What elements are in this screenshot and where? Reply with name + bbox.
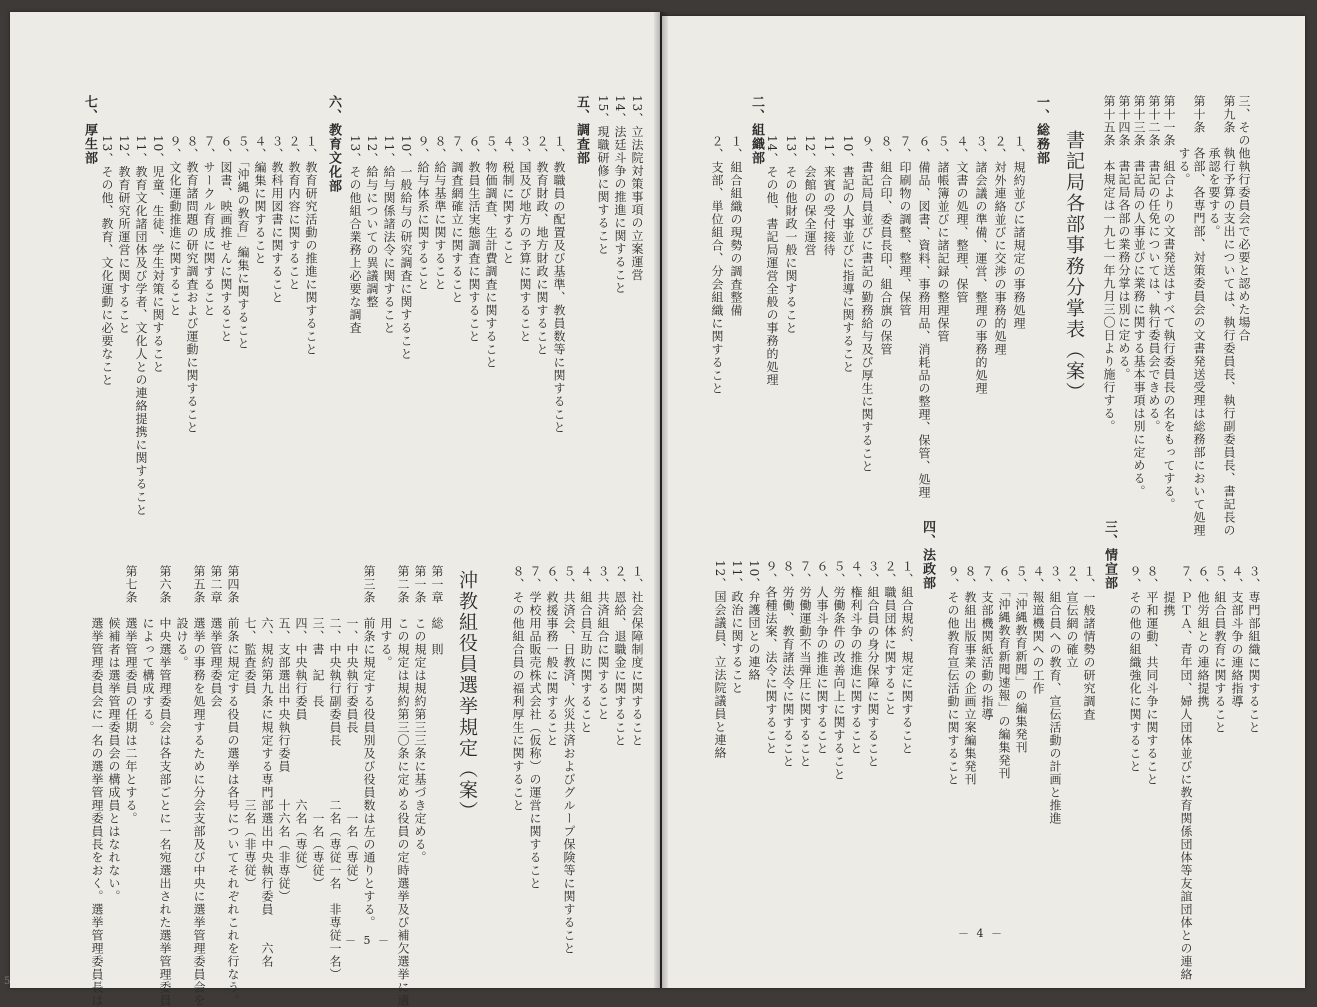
section-heading: 三、情宣部 (1102, 520, 1117, 590)
list-item: ９、各種法案、法令に関すること (764, 560, 778, 755)
list-item: ７、調査網確立に関すること (450, 135, 464, 304)
article-line: 第三条 前条に規定する役員別及び役員数は左の通りとする。 (362, 565, 376, 929)
list-item: ２、教育財政、地方財政に関すること (535, 135, 549, 356)
list-item: 12、教育研究所運営に関すること (117, 135, 131, 335)
list-item: ６、他労組との連絡提携 (1196, 565, 1210, 708)
list-item: 11、政治に関すること (730, 560, 744, 695)
list-item: ５、労働条件の改善向上に関すること (832, 560, 846, 781)
list-item: ８、給与基準に関すること (433, 135, 447, 291)
list-item: ９、その他教育宣伝活動に関すること (946, 565, 960, 786)
list-item: １、社会保障制度に関すること (630, 565, 644, 747)
list-item: ２、対外連絡並びに交渉の事務的処理 (993, 135, 1007, 356)
article-line: 三、その他執行委員会で必要と認めた場合 (1237, 95, 1251, 342)
list-item: １、一般諸情勢の研究調査 (1082, 565, 1096, 721)
list-item: 13、その他、教育、文化運動に必要なこと (100, 135, 114, 387)
list-item: ４、支部斗争の連絡指導 (1230, 565, 1244, 708)
list-item: ８、その他組合員の福利厚生に関すること (511, 565, 525, 812)
page-number-right: － 4 － (958, 927, 1004, 940)
list-item: ３、諸会議の準備、運営、整理の事務的処理 (974, 135, 988, 395)
article-line: 第二条 この規定は規約第三〇条に定める役員の定時選挙及び補欠選挙に適 (396, 565, 410, 1007)
list-item: ２、支部、単位組合、分会組織に関すること (710, 135, 724, 395)
list-item: １、規約並びに諸規定の事務処理 (1012, 135, 1026, 330)
list-item: ８、労働、教育諸法令に関すること (781, 560, 795, 768)
page-number-left: － 5 － (345, 934, 391, 947)
list-item: ７、印刷物の調整、整理、保管 (898, 135, 912, 317)
list-item: 11、教育文化諸団体及び学者、文化人との連絡提携に関すること (134, 135, 148, 517)
list-item: 10、弁護団との連絡 (747, 560, 761, 682)
article-line: 設ける。 (175, 565, 189, 669)
list-item: ６、図書、映画推せんに関すること (219, 135, 233, 343)
list-item: １、組合組織の現勢の調査整備 (729, 135, 743, 317)
list-item: ５、「沖縄の教育」編集に関すること (236, 135, 250, 350)
list-item: ４、編集に関すること (253, 135, 267, 265)
article-line: 四、中央執行委員 六名（専従） (294, 565, 308, 877)
list-item: ４、組合員互助に関すること (579, 565, 593, 734)
list-item: ８、教育諸問題の研究調査および運動に関すること (185, 135, 199, 434)
list-item: 10、書記の人事並びに指導に関すること (841, 135, 855, 374)
article-line: 第十三条 書記局の人事並びに業務に関する基本事項は別に定める。 (1132, 95, 1146, 498)
list-item: １、組合規約、規定に関すること (900, 560, 914, 755)
list-item: 12、会館の保全運営 (803, 135, 817, 257)
list-item: 14、その他、書記局運営全般の事務的処理 (765, 135, 779, 387)
section-heading: 二、組織部 (749, 95, 764, 165)
article-line: 六、規約第九条に規定する専門部選出中央執行委員 六名 (260, 565, 274, 968)
list-item: ５、共済会、日教済、火災共済およびグループ保険等に関すること (562, 565, 576, 955)
list-item: 15、現職研修に関すること (596, 95, 610, 256)
list-item: ４、文書の処理、整理、保管 (955, 135, 969, 304)
list-item: ３、組合員の身分保障に関すること (866, 560, 880, 768)
section-heading: 五、調査部 (574, 95, 589, 165)
article-line: 第十二条 書記の任免については、執行委員会できめる。 (1147, 95, 1161, 433)
article-line: 第四条 前条に規定する役員の選挙は各号についてそれぞれこれを行なう。 (226, 565, 240, 1007)
article-line: 第十四条 書記局各部の業務分掌は別に定める。 (1117, 95, 1131, 381)
list-item: ５、物価調査、生計費調査に関すること (484, 135, 498, 369)
list-item: ３、組合員への教育、宣伝活動の計画と推進 (1048, 565, 1062, 825)
list-item: ７、労働運動不当弾圧に関すること (798, 560, 812, 768)
article-line: 第六条 中央選挙管理委員会は各支部ごとに一名宛選出された選挙管理委員 (158, 565, 172, 1007)
list-item: 12、国会議員、立法院議員と連絡 (713, 560, 727, 760)
list-item: ４、報道機関への工作 (1031, 565, 1045, 695)
list-item: ６、救援事務一般に関すること (545, 565, 559, 747)
list-item: ８、教組出版事業の企画立案編集発刊 (963, 565, 977, 786)
section-heading: 七、厚生部 (82, 95, 97, 165)
list-item: ６、「沖縄教育新聞速報」の編集発刊 (997, 565, 1011, 780)
article-line: によって構成する。 (141, 565, 155, 734)
list-item: ６、人事斗争の推進に関すること (815, 560, 829, 755)
article-line: 第一章 総 則 (430, 565, 444, 656)
list-item: ２、職員団体に関すること (883, 560, 897, 716)
article-line: 第一条 この規定は規約第三三条に基づき定める。 (413, 565, 427, 864)
list-item: 13、立法院対策事項の立案運営 (630, 95, 644, 282)
section-heading: 六、教育文化部 (326, 95, 341, 193)
list-item: 13、その他財政一般に関すること (784, 135, 798, 335)
list-item: ４、税制に関すること (501, 135, 515, 265)
list-item: ９、その他の組織強化に関すること (1128, 565, 1142, 773)
article-line: 第五条 選挙の事務を処理するために分会支部及び中央に選挙管理委員会を (192, 565, 206, 1007)
list-item: ２、宣伝網の確立 (1065, 565, 1079, 669)
corner-mark: 5 (4, 976, 11, 987)
article-line: 第二章 選挙管理委員会 (209, 565, 223, 708)
list-item: ６、教員生活実態調査に関すること (467, 135, 481, 343)
list-item: ９、給与体系に関すること (416, 135, 430, 291)
section-heading: 一、総務部 (1034, 95, 1049, 165)
list-item: ８、平和運動、共同斗争に関すること (1145, 565, 1159, 786)
article-line: 三、書 記 長 一名（専従） (311, 565, 325, 890)
list-item: 10、児童、生徒、学生対策に関すること (151, 135, 165, 374)
list-item: ７、支部機関紙活動の指導 (980, 565, 994, 721)
list-item: ８、組合印、委員長印、組合旗の保管 (879, 135, 893, 356)
election-title: 沖教組役員選挙規定（案） (456, 570, 478, 822)
list-item: ９、書記局員並びに書記の勤務給与及び厚生に関すること (860, 135, 874, 473)
list-item: ２、教育内容に関すること (287, 135, 301, 291)
list-item: １、教職員の配置及び基準、教員数等に関すること (552, 135, 566, 434)
list-item: ４、権利斗争の推進に関すること (849, 560, 863, 755)
list-item: ５、組合員教育に関すること (1213, 565, 1227, 734)
list-item: ９、文化運動推進に関すること (168, 135, 182, 317)
list-item: ７、サークル育成に関すること (202, 135, 216, 317)
article-line: 第十条 各部、各専門部、対策委員会の文書発送受理は総務部において処理 (1192, 95, 1206, 537)
list-item: 13、その他組合業務上必要な調査 (348, 135, 362, 335)
list-item: ６、備品、図書、資料、事務用品、消耗品の整理、保管、処理 (917, 135, 931, 499)
article-line: 七、監査委員 三名（非専従） (243, 565, 257, 890)
article-line: 五、支部選出中央執行委員 十六名（非専従） (277, 565, 291, 903)
article-line: 第十五条 本規定は一九七一年九月三〇日より施行する。 (1102, 95, 1116, 433)
article-line: 第七条 選挙管理委員の任期は二年とする。 (124, 565, 138, 825)
list-item: 提携 (1162, 565, 1176, 617)
list-item: ５、「沖縄教育新聞」の編集発刊 (1014, 565, 1028, 754)
book-gutter (654, 12, 668, 988)
article-line: する。 (1177, 95, 1191, 186)
list-item: ３、教科用図書に関すること (270, 135, 284, 304)
article-line: 用する。 (379, 565, 393, 669)
article-line: 承認を要する。 (1207, 95, 1221, 238)
list-item: ５、諸帳簿並びに諸記録の整理保管 (936, 135, 950, 343)
list-item: 11、給与関係諸法令に関すること (382, 135, 396, 335)
article-line: 第十一条 組合よりの文書発送はすべて執行委員長の名をもってする。 (1162, 95, 1176, 511)
section-heading: 四、法政部 (920, 520, 935, 590)
article-line: 一、中央執行委員長 一名（専従） (345, 565, 359, 890)
list-item: ７、学校用品販売株式会社（仮称）の運営に関すること (528, 565, 542, 890)
document-title: 書記局各部事務分掌表（案） (1063, 130, 1085, 403)
article-line: 選挙管理委員会に一名の選挙管理委員長をおく。選挙管理委員長は (90, 565, 104, 1007)
list-item: ３、国及び地方の予算に関すること (518, 135, 532, 343)
list-item: 11、来賓の受付接待 (822, 135, 836, 257)
article-line: 候補者は選挙管理委員会の構成員とはなれない。 (107, 565, 121, 903)
list-item: 10、一般給与の研究調査に関すること (399, 135, 413, 361)
list-item: １、教育研究活動の推進に関すること (304, 135, 318, 356)
list-item: ７、ＰＴＡ、青年団、婦人団体並びに教育関係団体等友誼団体との連絡 (1179, 565, 1193, 981)
article-line: 第九条 執行予算の支出については、執行委員長、執行副委員長、書記長の (1222, 95, 1236, 537)
list-item: 14、法廷斗争の推進に関すること (613, 95, 627, 295)
list-item: ３、共済組合に関すること (596, 565, 610, 721)
list-item: ２、恩給、退職金に関すること (613, 565, 627, 747)
list-item: ３、専門部組織に関すること (1247, 565, 1261, 734)
list-item: 12、給与についての異議調整 (365, 135, 379, 309)
article-line: 二、中央執行副委員長 二名（専従一名 非専従一名） (328, 565, 342, 981)
